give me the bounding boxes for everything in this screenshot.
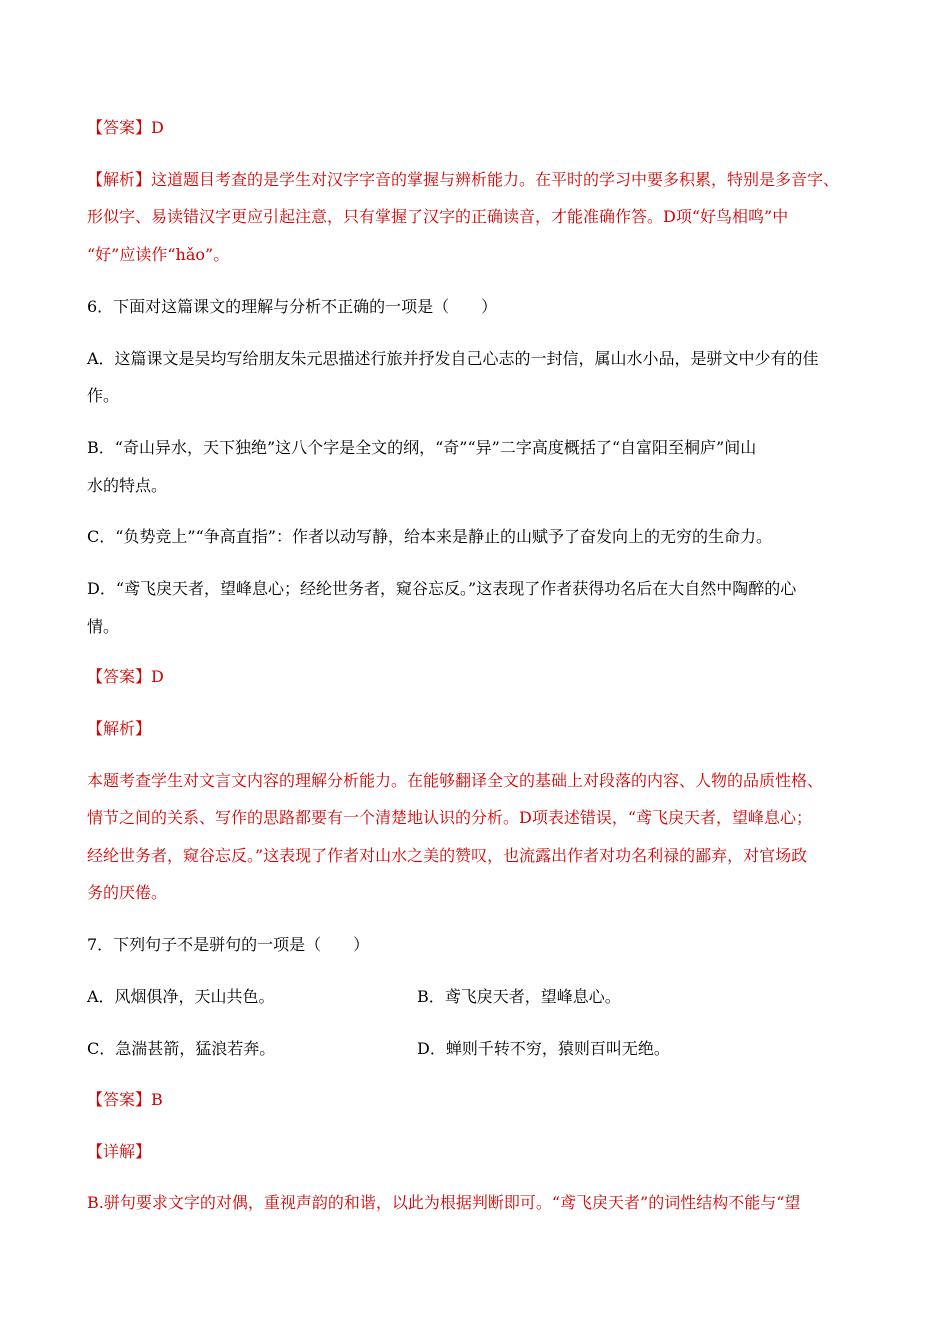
q6-option-d-cont: 情。 bbox=[87, 617, 120, 636]
q7-detail-line: B.骈句要求文字的对偶，重视声韵的和谐，以此为根据判断即可。“鸢飞戾天者”的词性结构不能与“望 bbox=[87, 1193, 801, 1212]
q5-analysis-line: 形似字、易读错汉字更应引起注意，只有掌握了汉字的正确读音，才能准确作答。D项“好鸟相鸣”中 bbox=[87, 207, 789, 226]
q7-option-a: A．风烟俱净，天山共色。 bbox=[87, 987, 275, 1006]
q6-option-a: A．这篇课文是吴均写给朋友朱元思描述行旅并抒发自己心志的一封信，属山水小品，是骈文中少有的佳 bbox=[87, 349, 819, 368]
q6-analysis-line: 本题考查学生对文言文内容的理解分析能力。在能够翻译全文的基础上对段落的内容、人物的品质性格、 bbox=[87, 771, 824, 790]
q6-stem: 6．下面对这篇课文的理解与分析不正确的一项是（ ） bbox=[87, 297, 498, 316]
q7-stem: 7．下列句子不是骈句的一项是（ ） bbox=[87, 935, 370, 954]
q6-analysis-line: 务的厌倦。 bbox=[87, 883, 168, 902]
q6-option-c: C．“负势竞上”“争高直指”：作者以动写静，给本来是静止的山赋予了奋发向上的无穷的生命力。 bbox=[87, 527, 772, 546]
q5-answer: 【答案】D bbox=[87, 118, 164, 137]
q7-option-c: C．急湍甚箭，猛浪若奔。 bbox=[87, 1039, 276, 1058]
q6-option-a-cont: 作。 bbox=[87, 386, 120, 405]
q6-analysis-line: 经纶世务者，窥谷忘反。”这表现了作者对山水之美的赞叹，也流露出作者对功名利禄的鄙弃，对官场政 bbox=[87, 846, 808, 865]
q6-analysis-label: 【解析】 bbox=[87, 719, 152, 738]
q6-option-d: D．“鸢飞戾天者，望峰息心；经纶世务者，窥谷忘反。”这表现了作者获得功名后在大自然中陶醉的心 bbox=[87, 579, 797, 598]
q6-option-b: B．“奇山异水，天下独绝”这八个字是全文的纲，“奇”“异”二字高度概括了“自富阳至桐庐”间山 bbox=[87, 438, 757, 457]
q7-option-d: D．蝉则千转不穷，猿则百叫无绝。 bbox=[417, 1039, 670, 1058]
q6-option-b-cont: 水的特点。 bbox=[87, 476, 168, 495]
q7-answer: 【答案】B bbox=[87, 1090, 163, 1109]
q6-answer: 【答案】D bbox=[87, 667, 164, 686]
q5-analysis-line: “好”应读作“hǎo”。 bbox=[87, 245, 230, 264]
q6-analysis-line: 情节之间的关系、写作的思路都要有一个清楚地认识的分析。D项表述错误，“鸢飞戾天者，望峰息心； bbox=[87, 808, 813, 827]
q7-detail-label: 【详解】 bbox=[87, 1142, 152, 1161]
q7-option-b: B．鸢飞戾天者，望峰息心。 bbox=[417, 987, 621, 1006]
q5-analysis-line: 【解析】这道题目考查的是学生对汉字字音的掌握与辨析能力。在平时的学习中要多积累，特别是多音字、 bbox=[87, 170, 840, 189]
